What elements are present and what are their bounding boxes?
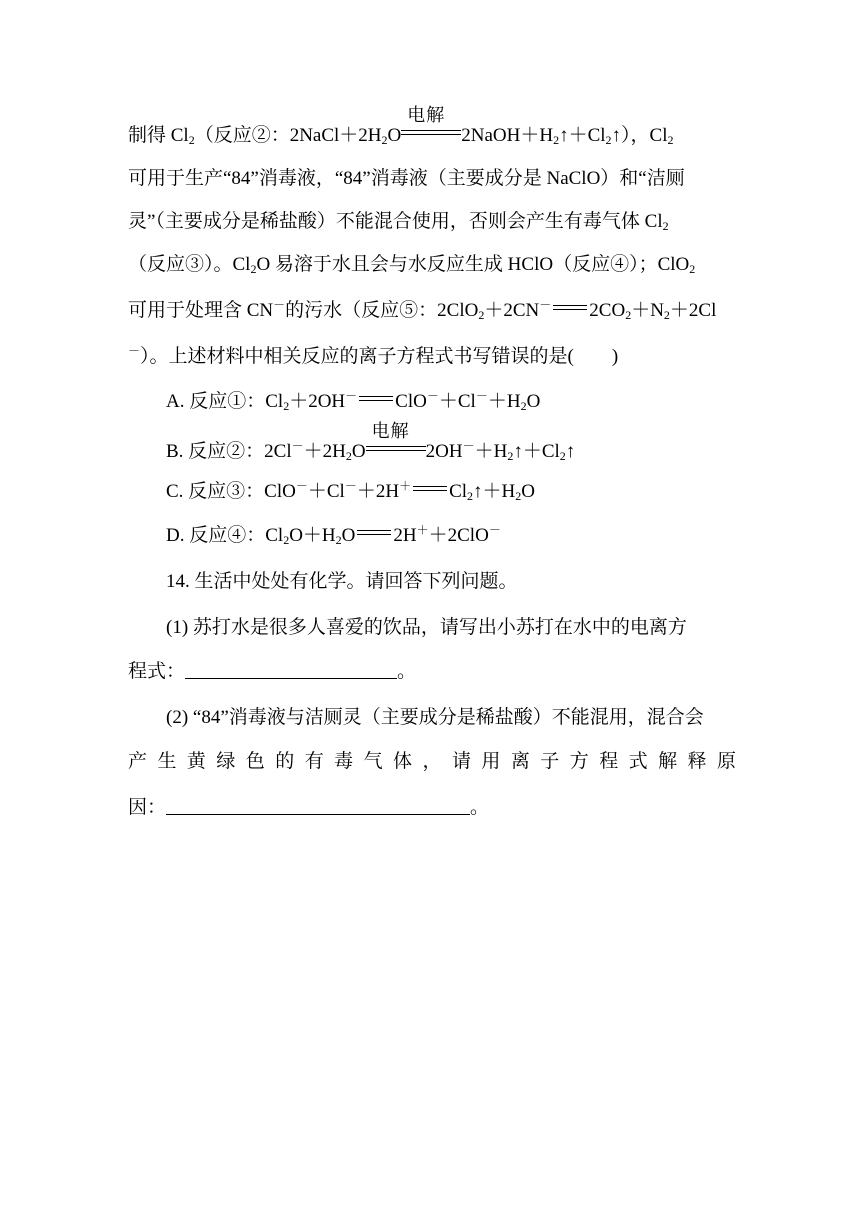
option-c: C. 反应③：ClO－＋Cl－＋2H＋ $Cl_2↑+H_2O$ xyxy=(166,479,536,503)
answer-blank-1[interactable] xyxy=(185,660,397,679)
equals-sign xyxy=(357,389,395,409)
q14-title: 14. 生活中处处有化学。请回答下列问题。 xyxy=(166,571,518,592)
option-d: D. 反应④：$Cl_2O+H_2O$ 2H＋＋2ClO－ xyxy=(166,523,501,547)
answer-blank-2[interactable] xyxy=(166,796,470,815)
q13-line-3: 灵”（主要成分是稀盐酸）不能混合使用，否则会产生有毒气体 $Cl_2$ xyxy=(128,211,669,233)
equals-sign xyxy=(551,298,589,318)
equals-sign xyxy=(411,479,449,499)
electrolysis-condition-arrow: 电解 xyxy=(366,439,426,459)
option-b: B. 反应②：$2Cl^-+2H_2O$ 电解 $2OH^-+H_2↑+Cl_2↑$ xyxy=(166,421,576,463)
q13-line-6: －）。上述材料中相关反应的离子方程式书写错误的是( ) xyxy=(128,344,619,367)
q14-part1-line1: (1) 苏打水是很多人喜爱的饮品，请写出小苏打在水中的电离方 xyxy=(166,617,687,638)
q14-part2-line2: 产生黄绿色的有毒气体，请用离子方程式解释原 xyxy=(128,751,736,772)
electrolysis-condition-arrow: 电解 xyxy=(401,123,461,143)
q13-line-5: 可用于处理含 CN－的污水（反应⑤：2ClO$_2$＋2CN－ $2CO_2+N_2+2Cl$ xyxy=(128,298,717,322)
option-a: A. 反应①：$Cl_2+2OH^-$ $ClO^-+Cl^-+H_2O$ xyxy=(166,389,541,413)
q14-part1-line2: 程式： 。 xyxy=(128,661,417,682)
equals-sign xyxy=(355,523,393,543)
q14-part2-line3: 因： 。 xyxy=(128,797,490,818)
q13-line-1: 制得 $Cl_2$（反应②：$2NaCl+2H_2O$ 电解 $2NaOH+H_2↑+Cl_2↑$），$Cl_2$ xyxy=(128,105,674,147)
q13-line-2: 可用于生产“84”消毒液，“84”消毒液（主要成分是 NaClO）和“洁厕 xyxy=(128,168,685,189)
q13-line-4: （反应③）。$Cl_2O$ 易溶于水且会与水反应生成 HClO（反应④）；ClO$_2$ xyxy=(128,254,696,276)
q14-part2-line1: (2) “84”消毒液与洁厕灵（主要成分是稀盐酸）不能混用，混合会 xyxy=(166,707,704,728)
